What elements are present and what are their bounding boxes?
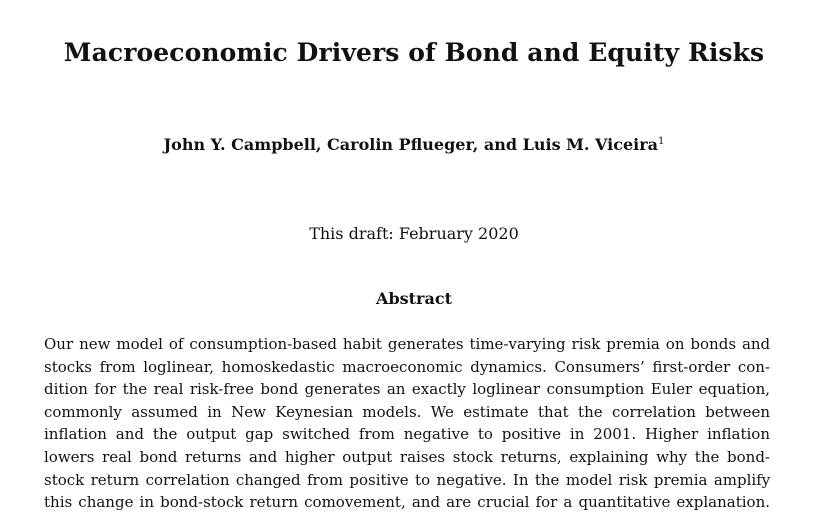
abstract-line: stock return correlation changed from positive to negative. In the model risk premia amplify [44,470,771,489]
author-names: John Y. Campbell, Carolin Pflueger, and Luis M. Viceira [163,135,659,154]
abstract-line: stocks from loglinear, homoskedastic macroeconomic dynamics. Consumers’ first-order con- [44,357,770,376]
abstract-line: commonly assumed in New Keynesian models. We estimate that the correlation between [44,402,770,421]
abstract-heading: Abstract [376,289,452,308]
abstract-line: lowers real bond returns and higher output raises stock returns, explaining why the bond- [44,447,770,466]
abstract-body [44,333,770,514]
paper-title: Macroeconomic Drivers of Bond and Equity Risks [63,38,765,67]
abstract-line: Our new model of consumption-based habit generates time-varying risk premia on bonds and [44,335,771,353]
draft-date: This draft: February 2020 [309,224,519,243]
abstract-line: dition for the real risk-free bond generates an exactly loglinear consumption Euler equation, [44,380,770,399]
abstract-line: this change in bond-stock return comovement, and are crucial for a quantitative explanation. [44,493,770,512]
abstract-line: inflation and the output gap switched from negative to positive in 2001. Higher inflation [44,425,770,444]
author-footnote-marker: 1 [658,136,665,147]
author-line [0,134,828,156]
